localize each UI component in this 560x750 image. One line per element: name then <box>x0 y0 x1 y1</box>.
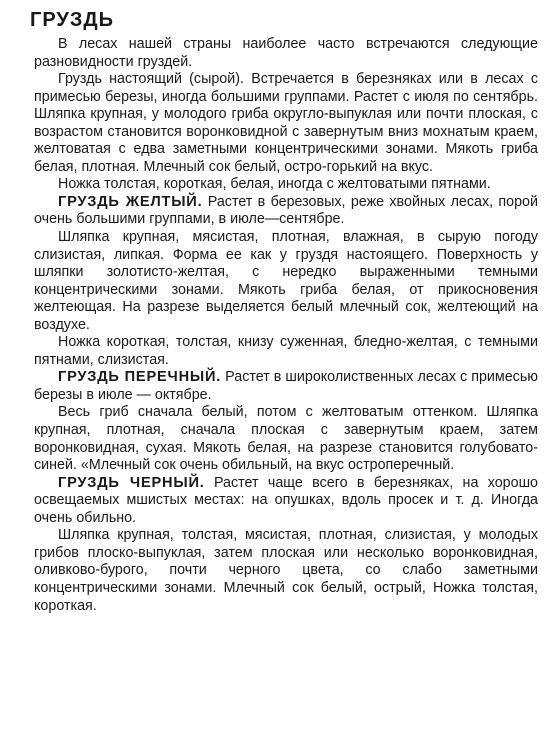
paragraph-text: Шляпка крупная, толстая, мясистая, плотная, слизистая, у молодых грибов плоско-выпуклая, затем плоская или несколько воронковидная, оливково-бурого, почти черного цвета, со слабо заметными концентрическими зонами. Млечный сок белый, острый, Ножка толстая, короткая. <box>34 527 538 614</box>
paragraph-text: Ножка короткая, толстая, книзу суженная, бледно-желтая, с темными пятнами, слизистая. <box>34 334 538 368</box>
paragraph-text: Весь гриб сначала белый, потом с желтоватым оттенком. Шляпка крупная, плотная, сначала плоская с завернутым краем, затем воронковидная, сухая. Мякоть белая, на разрезе становится голубовато-синей. «Млечный сок очень обильный, на вкус остроперечный. <box>34 404 538 474</box>
paragraph-text: В лесах нашей страны наиболее часто встречаются следующие разновидности груздей. <box>34 36 538 70</box>
paragraph-text: Ножка толстая, короткая, белая, иногда с желтоватыми пятнами. <box>58 176 491 193</box>
paragraph-gruzd-nastoyashchiy <box>34 71 538 176</box>
paragraph-gruzd-chernyy <box>34 475 538 528</box>
page-title: ГРУЗДЬ <box>30 9 115 31</box>
paragraph-intro <box>34 36 538 71</box>
paragraph-text: Шляпка крупная, мясистая, плотная, влажная, в сырую погоду слизистая, липкая. Форма ее как у груздя настоящего. Поверхность у шляпки золотисто-желтая, с нередко выраженными темными концентрическими зонами. Мякоть гриба белая, от прикосновения желтеющая. На разрезе выделяется белый млечный сок, желтеющий на воздухе. <box>34 229 538 333</box>
paragraph-text: Груздь настоящий (сырой). Встречается в березняках или в лесах с примесью березы, иногда большими группами. Растет с июля по сентябрь. Шляпка крупная, у молодого гриба округло-выпуклая или почти плоская, с возрастом становится воронковидной с завернутым вниз мохнатым краем, желтоватая с едва заметными концентрическими зонами. Мякоть гриба белая, плотная. Млечный сок белый, остро-горький на вкус. <box>34 71 538 175</box>
paragraph-nozhka-nastoyashchiy <box>34 176 538 194</box>
paragraph-gruzd-zheltyy <box>34 194 538 229</box>
paragraph-nozhka-zheltyy <box>34 334 538 369</box>
section-heading-zheltyy: ГРУЗДЬ ЖЕЛТЫЙ. <box>58 193 203 210</box>
paragraph-shlyapka-chernyy <box>34 527 538 615</box>
paragraph-shlyapka-zheltyy <box>34 229 538 334</box>
paragraph-gruzd-perechnyy <box>34 369 538 404</box>
paragraph-opisanie-perechnyy <box>34 404 538 474</box>
paragraph-text: Растет в широколиственных лесах с примесью березы в июле — октябре. <box>34 369 538 403</box>
section-heading-chernyy: ГРУЗДЬ ЧЕРНЫЙ. <box>58 474 205 491</box>
paragraph-text: Растет в березовых, реже хвойных лесах, порой очень большими группами, в июле—сентябре. <box>34 193 538 228</box>
paragraph-text: Растет чаще всего в березняках, на хорошо освещаемых мшистых местах: на опушках, вдоль просек и т. д. Иногда очень обильно. <box>34 474 538 526</box>
section-heading-perechnyy: ГРУЗДЬ ПЕРЕЧНЫЙ. <box>58 369 222 386</box>
